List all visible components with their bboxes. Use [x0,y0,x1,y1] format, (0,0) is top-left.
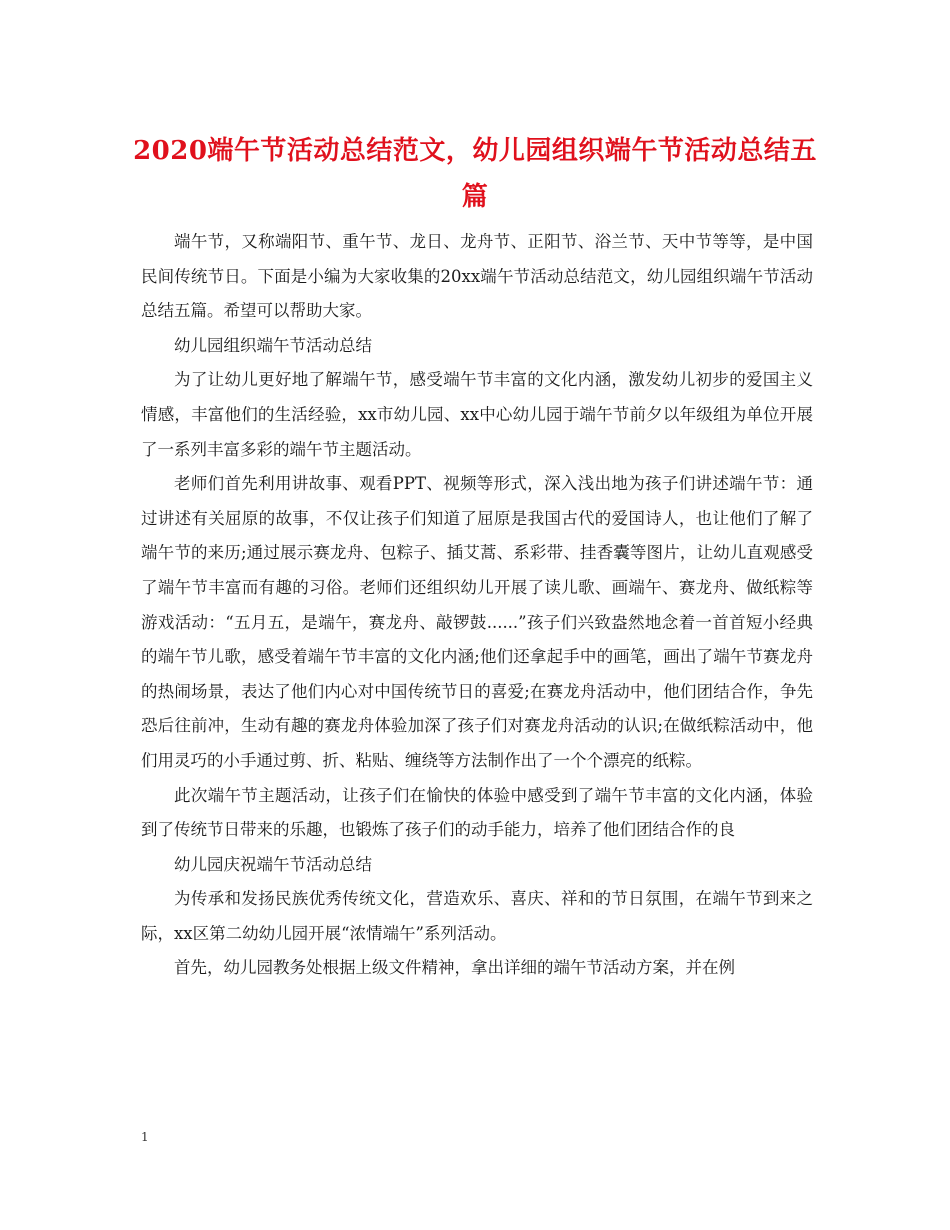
intro-paragraph: 端午节，又称端阳节、重午节、龙日、龙舟节、正阳节、浴兰节、天中节等等，是中国民间传统节日。下面是小编为大家收集的20xx端午节活动总结范文，幼儿园组织端午节活动总结五篇。希望可以帮助大家。 [141,232,813,321]
body-paragraph: 首先，幼儿园教务处根据上级文件精神，拿出详细的端午节活动方案，并在例 [174,958,735,978]
section-heading: 幼儿园组织端午节活动总结 [174,335,372,355]
body-paragraph: 此次端午节主题活动，让孩子们在愉快的体验中感受到了端午节丰富的文化内涵，体验到了传统节日带来的乐趣，也锻炼了孩子们的动手能力，培养了他们团结合作的良 [141,785,813,840]
page-number: 1 [141,1130,149,1144]
body-paragraph: 为了让幼儿更好地了解端午节，感受端午节丰富的文化内涵，激发幼儿初步的爱国主义情感，丰富他们的生活经验，xx市幼儿园、xx中心幼儿园于端午节前夕以年级组为单位开展了一系列丰富多彩的端午节主题活动。 [141,370,813,459]
document-title: 2020端午节活动总结范文，幼儿园组织端午节活动总结五篇 [133,136,817,212]
section-heading: 幼儿园庆祝端午节活动总结 [174,854,372,874]
document-body [141,225,813,986]
body-paragraph: 为传承和发扬民族优秀传统文化，营造欢乐、喜庆、祥和的节日氛围，在端午节到来之际，xx区第二幼幼儿园开展“浓情端午”系列活动。 [141,889,813,943]
body-paragraph: 老师们首先利用讲故事、观看PPT、视频等形式，深入浅出地为孩子们讲述端午节：通过讲述有关屈原的故事，不仅让孩子们知道了屈原是我国古代的爱国诗人，也让他们了解了端午节的来历;通过展示赛龙舟、包粽子、插艾蒿、系彩带、挂香囊等图片，让幼儿直观感受了端午节丰富而有趣的习俗。老师们还组织幼儿开展了读儿歌、画端午、赛龙舟、做纸粽等游戏活动：“五月五，是端午，赛龙舟、敲锣鼓......”孩子们兴致盎然地念着一首首短小经典的端午节儿歌，感受着端午节丰富的文化内涵;他们还拿起手中的画笔，画出了端午节赛龙舟的热闹场景，表达了他们内心对中国传统节日的喜爱;在赛龙舟活动中，他们团结合作，争先恐后往前冲，生动有趣的赛龙舟体验加深了孩子们对赛龙舟活动的认识;在做纸粽活动中，他们用灵巧的小手通过剪、折、粘贴、缠绕等方法制作出了一个个漂亮的纸粽。 [141,474,813,770]
